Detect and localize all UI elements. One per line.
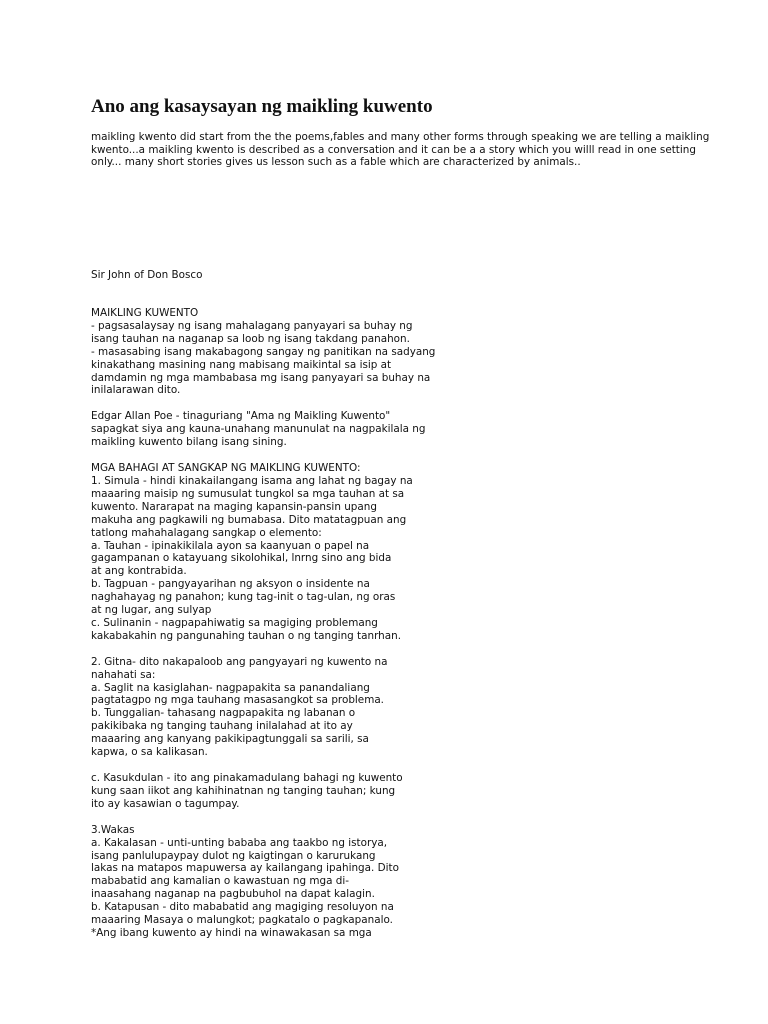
body-line: b. Tunggalian- tahasang nagpapakita ng labanan o — [91, 707, 356, 720]
body-line: tatlong mahahalagang sangkap o elemento: — [91, 526, 322, 539]
body-line: inaasahang naganap na pagbubuhol na dapat kalagin. — [91, 888, 375, 901]
body-line: maaaring maisip ng sumusulat tungkol sa mga tauhan at sa — [91, 487, 405, 500]
body-line: ito ay kasawian o tagumpay. — [91, 797, 240, 810]
body-line: c. Sulinanin - nagpapahiwatig sa magiging problemang — [91, 616, 378, 629]
body-paragraph — [91, 824, 731, 940]
body-paragraph — [91, 462, 731, 643]
body-line: nahahati sa: — [91, 668, 156, 681]
intro-line: one setting only... many short stories gives us lesson such as a fable which are characterized by animals.. — [91, 143, 696, 169]
body-line: damdamin ng mga mambabasa mg isang panyayari sa buhay na — [91, 371, 431, 384]
document-title: Ano ang kasaysayan ng maikling kuwento — [91, 96, 433, 117]
body-line: kakabakahin ng pangunahing tauhan o ng tanging tanrhan. — [91, 629, 402, 642]
body-line: Edgar Allan Poe - tinaguriang "Ama ng Maikling Kuwento" — [91, 410, 391, 423]
body-line: mababatid ang kamalian o kawastuan ng mga di- — [91, 875, 350, 888]
body-line: isang panlulupaypay dulot ng kaigtingan o karurukang — [91, 849, 376, 862]
body-line: kung saan iikot ang kahihinatnan ng tanging tauhan; kung — [91, 784, 396, 797]
body-paragraph — [91, 656, 731, 759]
body-line: kapwa, o sa kalikasan. — [91, 746, 208, 759]
body-line: a. Saglit na kasiglahan- nagpapakita sa panandaliang — [91, 681, 370, 694]
body-line: kuwento. Nararapat na maging kapansin-pansin upang — [91, 500, 377, 513]
body-line: b. Tagpuan - pangyayarihan ng aksyon o insidente na — [91, 578, 370, 591]
body-line: 1. Simula - hindi kinakailangang isama ang lahat ng bagay na — [91, 474, 413, 487]
body-line: maaaring ang kanyang pakikipagtunggali sa sarili, sa — [91, 733, 369, 746]
body-line: isang tauhan na naganap sa loob ng isang takdang panahon. — [91, 332, 410, 345]
intro-line: maikling kwento...a maikling kwento is described as a conversation and it can be a a story which you willl read in — [91, 131, 710, 156]
body-line: - masasabing isang makabagong sangay ng panitikan na sadyang — [91, 345, 436, 358]
body-line: inilalarawan dito. — [91, 384, 181, 397]
body-line: c. Kasukdulan - ito ang pinakamadulang bahagi ng kuwento — [91, 772, 403, 784]
author-line: Sir John of Don Bosco — [91, 269, 203, 281]
body-line: at ang kontrabida. — [91, 565, 187, 578]
body-line: makuha ang pagkawili ng bumabasa. Dito matatagpuan ang — [91, 513, 407, 526]
body-paragraph — [91, 307, 731, 397]
body-line: MAIKLING KUWENTO — [91, 307, 199, 319]
body-line: b. Katapusan - dito mababatid ang magiging resoluyon na — [91, 901, 394, 914]
body-line: maikling kuwento bilang isang sining. — [91, 436, 287, 449]
body-line: gagampanan o katayuang sikolohikal, lnrng sino ang bida — [91, 552, 392, 565]
body-line: at ng lugar, ang sulyap — [91, 604, 212, 617]
intro-line: maikling kwento did start from the the poems,fables and many other forms through speaking we are telling a — [91, 131, 662, 143]
body-line: naghahayag ng panahon; kung tag-init o tag-ulan, ng oras — [91, 591, 396, 604]
body-text — [91, 307, 731, 953]
body-paragraph — [91, 772, 731, 811]
body-paragraph — [91, 410, 731, 449]
body-line: pakikibaka ng tanging tauhang inilalahad at ito ay — [91, 720, 353, 733]
body-line: 3.Wakas — [91, 823, 135, 836]
body-line: pagtatagpo ng mga tauhang masasangkot sa problema. — [91, 694, 384, 707]
body-line: 2. Gitna- dito nakapaloob ang pangyayari ng kuwento na — [91, 655, 388, 668]
body-line: MGA BAHAGI AT SANGKAP NG MAIKLING KUWENTO: — [91, 462, 361, 475]
body-line: a. Tauhan - ipinakikilala ayon sa kaanyuan o papel na — [91, 539, 370, 552]
body-line: *Ang ibang kuwento ay hindi na winawakasan sa mga — [91, 926, 372, 939]
body-line: lakas na matapos mapuwersa ay kailangang ipahinga. Dito — [91, 862, 399, 875]
intro-paragraph — [91, 131, 711, 169]
body-line: maaaring Masaya o malungkot; pagkatalo o pagkapanalo. — [91, 914, 393, 927]
body-line: - pagsasalaysay ng isang mahalagang panyayari sa buhay ng — [91, 319, 413, 332]
body-line: a. Kakalasan - unti-unting bababa ang taakbo ng istorya, — [91, 836, 388, 849]
body-line: sapagkat siya ang kauna-unahang manunulat na nagpakilala ng — [91, 423, 426, 436]
body-line: kinakathang masining nang mabisang maikintal sa isip at — [91, 358, 392, 371]
